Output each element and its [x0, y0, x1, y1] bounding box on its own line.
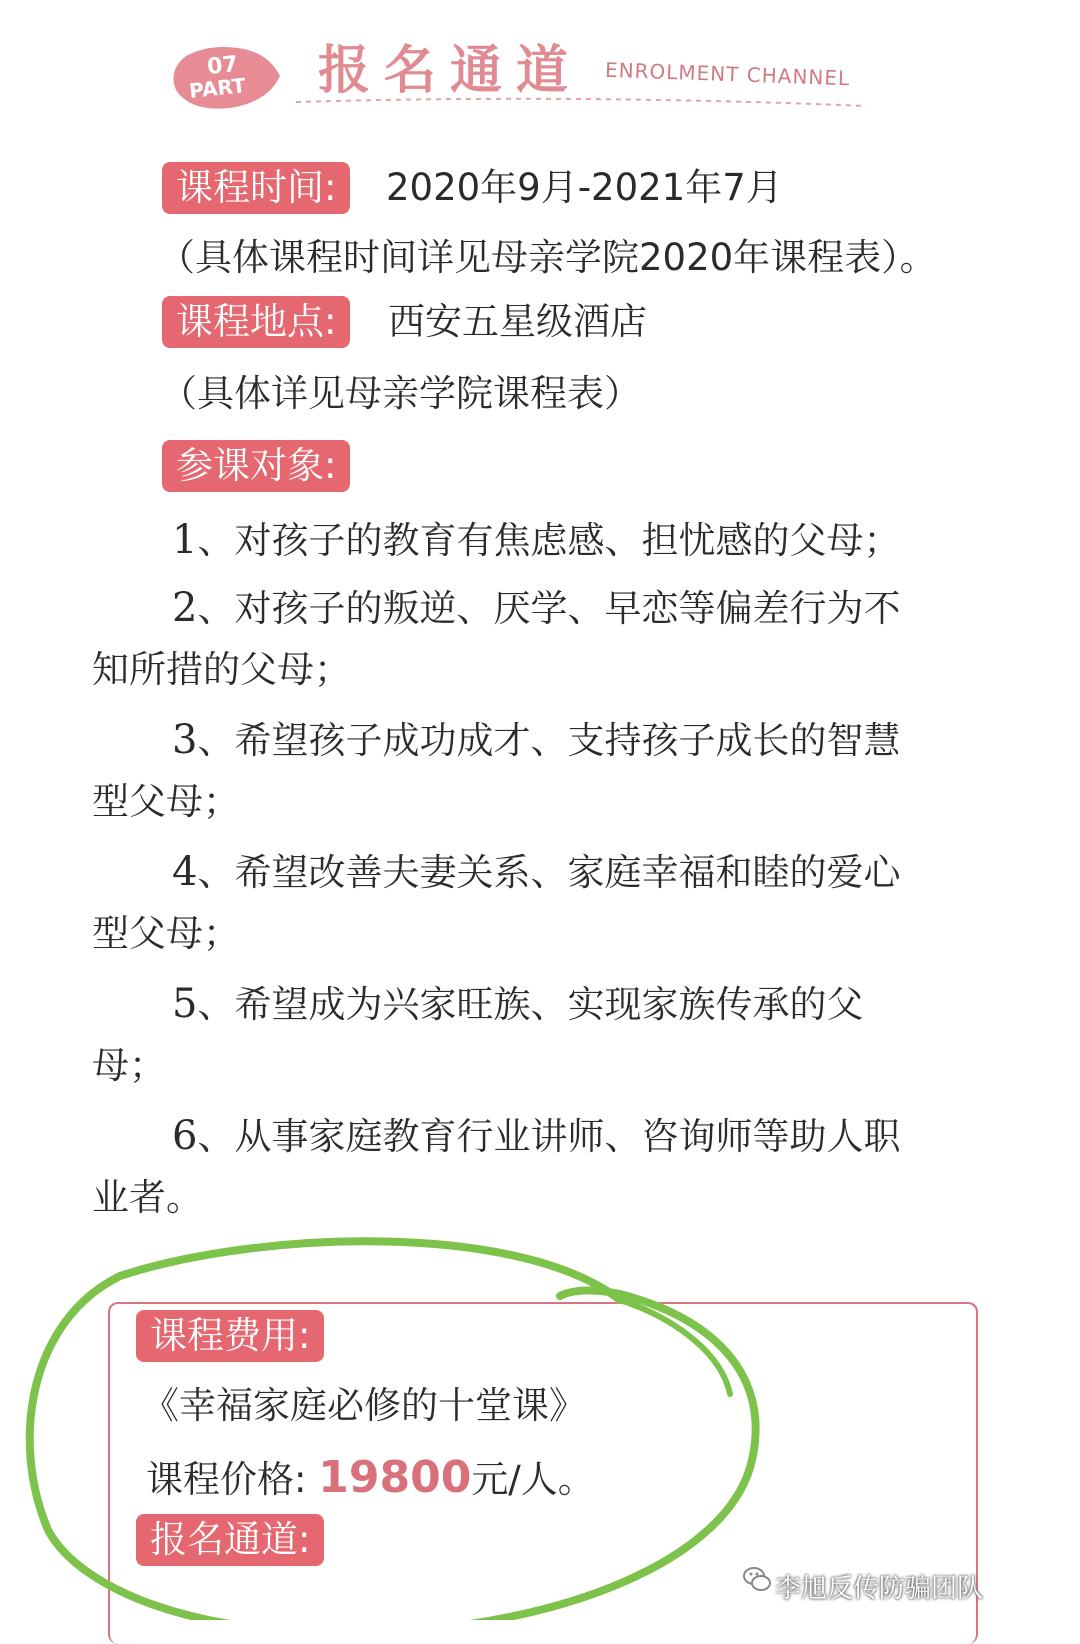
price-unit: 元/人。 — [471, 1458, 595, 1501]
audience-item-number: 2 — [172, 585, 198, 631]
part-number: 07 — [206, 51, 240, 80]
location-value: 西安五星级酒店 — [388, 300, 647, 343]
audience-item-continued: 母； — [92, 1044, 166, 1087]
audience-label: 参课对象: — [162, 440, 350, 492]
schedule-note: （具体课程时间详见母亲学院2020年课程表）。 — [158, 236, 937, 279]
audience-item-continued: 知所措的父母； — [92, 648, 351, 691]
audience-item-number: 6 — [172, 1113, 198, 1159]
audience-item-number: 4 — [172, 849, 198, 895]
wechat-icon — [742, 1562, 772, 1594]
price-label: 课程价格: — [146, 1458, 307, 1501]
audience-item-text: 、希望改善夫妻关系、家庭幸福和睦的爱心 — [197, 851, 901, 894]
audience-item-text: 、对孩子的教育有焦虑感、担忧感的父母； — [197, 519, 901, 562]
section-subtitle-en: ENROLMENT CHANNEL — [604, 57, 851, 91]
audience-item — [172, 838, 900, 907]
price-value: 19800 — [318, 1452, 472, 1503]
location-label: 课程地点: — [162, 296, 350, 348]
part-label: PART — [188, 73, 247, 103]
audience-item-text: 、希望成为兴家旺族、实现家族传承的父 — [197, 983, 864, 1026]
section-title: 报名通道 — [318, 41, 583, 101]
audience-item-number: 3 — [172, 717, 198, 763]
audience-item — [172, 706, 900, 775]
price-line — [146, 1448, 595, 1510]
audience-item-continued: 业者。 — [92, 1176, 203, 1219]
course-name: 《幸福家庭必修的十堂课》 — [142, 1384, 586, 1427]
audience-item — [172, 970, 863, 1039]
part-badge — [168, 42, 286, 112]
fee-label: 课程费用: — [136, 1310, 324, 1362]
audience-item-text: 、从事家庭教育行业讲师、咨询师等助人职 — [197, 1115, 901, 1158]
audience-item-text: 、对孩子的叛逆、厌学、早恋等偏差行为不 — [197, 587, 901, 630]
audience-item-continued: 型父母； — [92, 780, 240, 823]
audience-item-continued: 型父母； — [92, 912, 240, 955]
audience-item-text: 、希望孩子成功成才、支持孩子成长的智慧 — [197, 719, 901, 762]
audience-item-number: 1 — [172, 517, 198, 563]
location-note: （具体详见母亲学院课程表） — [160, 372, 641, 415]
enroll-label: 报名通道: — [136, 1514, 324, 1566]
audience-item — [172, 574, 900, 643]
audience-item-number: 5 — [172, 981, 198, 1027]
audience-item — [172, 1102, 900, 1171]
audience-item — [172, 506, 900, 575]
schedule-label: 课程时间: — [162, 162, 350, 214]
schedule-value: 2020年9月-2021年7月 — [386, 166, 783, 209]
header-dotted-line — [296, 96, 866, 110]
watermark-text: 李旭反传防骗团队 — [775, 1574, 984, 1604]
